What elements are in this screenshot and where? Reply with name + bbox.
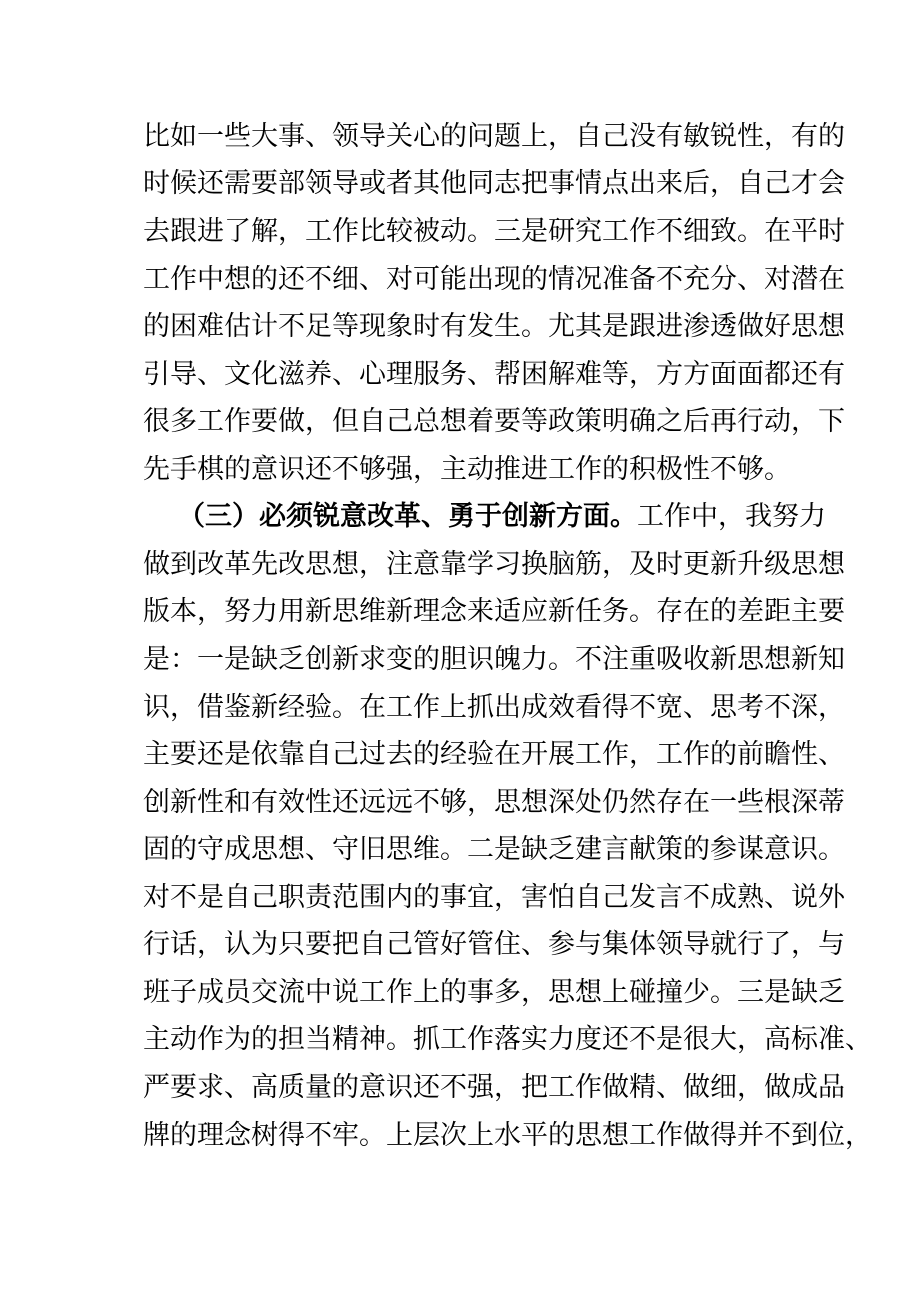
text-line: 先手棋的意识还不够强，主动推进工作的积极性不够。 bbox=[143, 454, 791, 485]
text-line: 比如一些大事、领导关心的问题上，自己没有敏锐性，有的 bbox=[143, 121, 845, 152]
text-line: 是：一是缺乏创新求变的胆识魄力。不注重吸收新思想新知 bbox=[143, 644, 845, 675]
text-line: 主要还是依靠自己过去的经验在开展工作，工作的前瞻性、 bbox=[143, 739, 845, 770]
text-line: 做到改革先改思想，注意靠学习换脑筋，及时更新升级思想 bbox=[143, 549, 845, 580]
text-line: 的困难估计不足等现象时有发生。尤其是跟进渗透做好思想 bbox=[143, 311, 845, 342]
text-line: 牌的理念树得不牢。上层次上水平的思想工作做得并不到位， bbox=[143, 1120, 872, 1151]
text-line: 固的守成思想、守旧思维。二是缺乏建言献策的参谋意识。 bbox=[143, 834, 845, 865]
text-line: 识，借鉴新经验。在工作上抓出成效看得不宽、思考不深， bbox=[143, 692, 845, 723]
section-heading: （三）必须锐意改革、勇于创新方面。 bbox=[178, 501, 637, 532]
text-line: 行话，认为只要把自己管好管住、参与集体领导就行了，与 bbox=[143, 929, 845, 960]
text-span: 工作中，我努力 bbox=[637, 501, 826, 532]
text-line: 版本，努力用新思维新理念来适应新任务。存在的差距主要 bbox=[143, 596, 845, 627]
text-line: 对不是自己职责范围内的事宜，害怕自己发言不成熟、说外 bbox=[143, 882, 845, 913]
text-line: 时候还需要部领导或者其他同志把事情点出来后，自己才会 bbox=[143, 168, 845, 199]
text-line: 很多工作要做，但自己总想着要等政策明确之后再行动，下 bbox=[143, 406, 845, 437]
paragraph-2-first-line bbox=[178, 493, 826, 540]
text-line: 创新性和有效性还远远不够，思想深处仍然存在一些根深蒂 bbox=[143, 787, 845, 818]
text-line: 主动作为的担当精神。抓工作落实力度还不是很大，高标准、 bbox=[143, 1024, 872, 1055]
text-line: 班子成员交流中说工作上的事多，思想上碰撞少。三是缺乏 bbox=[143, 977, 845, 1008]
text-line: 引导、文化滋养、心理服务、帮困解难等，方方面面都还有 bbox=[143, 359, 845, 390]
text-line: 工作中想的还不细、对可能出现的情况准备不充分、对潜在 bbox=[143, 264, 845, 295]
text-line: 严要求、高质量的意识还不强，把工作做精、做细，做成品 bbox=[143, 1072, 845, 1103]
text-line: 去跟进了解，工作比较被动。三是研究工作不细致。在平时 bbox=[143, 216, 845, 247]
